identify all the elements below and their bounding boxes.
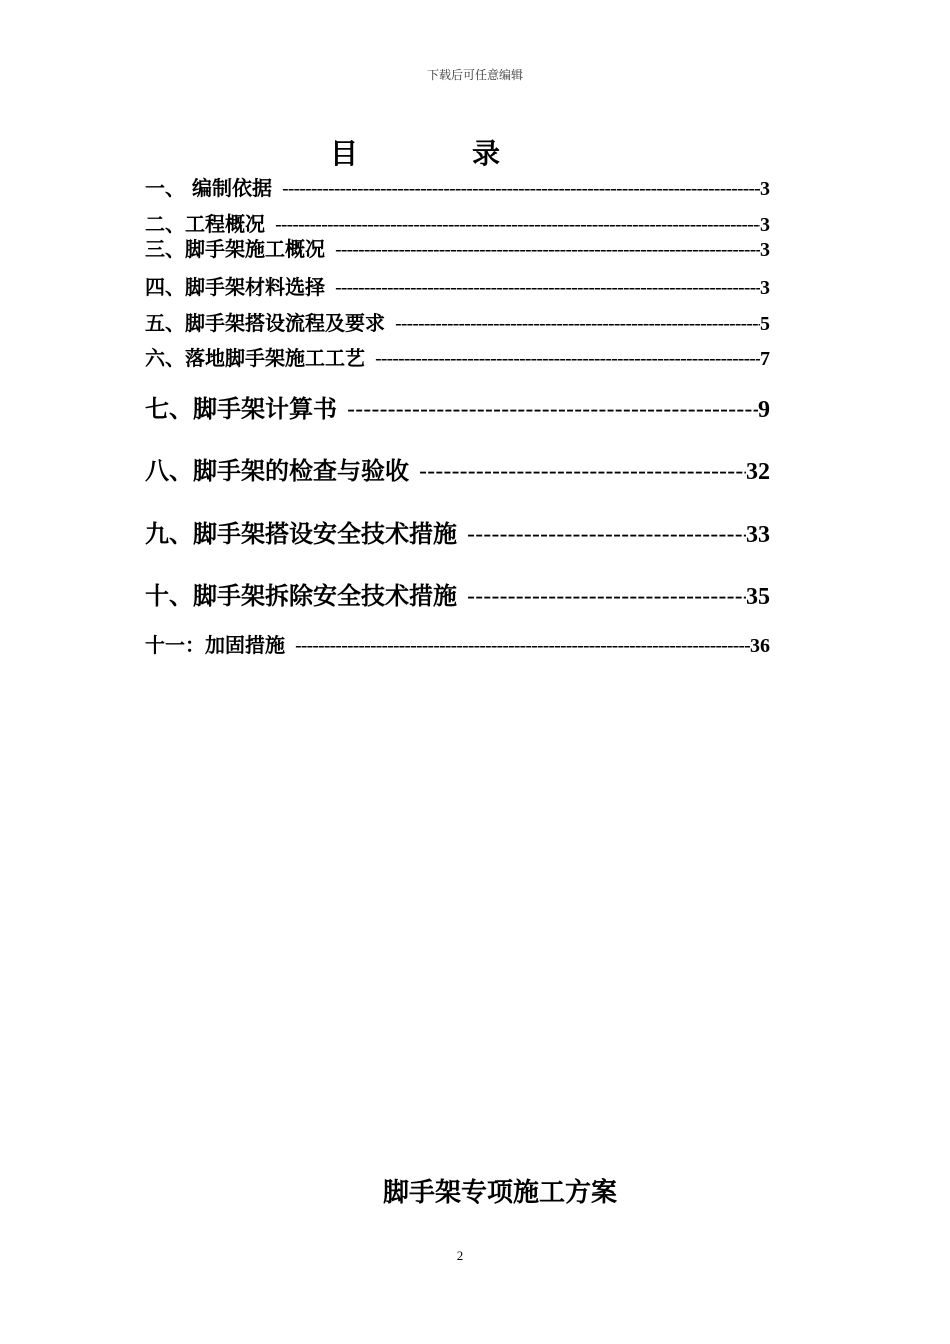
page-number: 2 — [456, 1248, 464, 1263]
toc-item[interactable] — [145, 208, 770, 234]
toc-item-leader — [295, 633, 750, 657]
toc-item-page: 36 — [750, 635, 770, 657]
toc-title-right: 录 — [471, 137, 500, 170]
toc-item-page: 33 — [746, 522, 770, 548]
toc-item-label: 五、脚手架搭设流程及要求 — [145, 311, 385, 335]
toc-item-leader — [419, 457, 746, 485]
toc-item-page: 3 — [760, 178, 770, 200]
toc-item-label: 二、工程概况 — [145, 212, 265, 236]
toc-title-left: 目 — [330, 137, 359, 170]
toc-item[interactable] — [145, 389, 770, 421]
toc-item-label: 六、落地脚手架施工工艺 — [145, 346, 365, 370]
toc-item-page: 3 — [760, 277, 770, 299]
toc-item-page: 3 — [760, 239, 770, 261]
toc-item-leader — [335, 275, 760, 299]
toc-item-label: 一、 编制依据 — [145, 176, 272, 200]
toc-item-leader — [335, 237, 760, 261]
toc-item[interactable] — [145, 514, 770, 546]
toc-item-leader — [282, 176, 760, 200]
toc-item-label: 十、脚手架拆除安全技术措施 — [145, 581, 457, 610]
toc-item-page: 32 — [746, 459, 770, 485]
toc-item-page: 3 — [760, 214, 770, 236]
toc-item-page: 35 — [746, 584, 770, 610]
toc-item-page: 5 — [760, 313, 770, 335]
toc-item-page: 9 — [758, 397, 770, 423]
toc-item-leader — [347, 395, 758, 423]
toc-item-leader — [467, 582, 746, 610]
toc-item-label: 八、脚手架的检查与验收 — [145, 456, 409, 485]
toc-item[interactable] — [145, 172, 770, 198]
toc-item-leader — [395, 311, 760, 335]
toc-item-leader — [375, 346, 760, 370]
toc-item[interactable] — [145, 307, 770, 333]
toc-title — [330, 132, 500, 172]
toc-item-leader — [467, 520, 746, 548]
toc-item-label: 四、脚手架材料选择 — [145, 275, 325, 299]
document-title: 脚手架专项施工方案 — [382, 1178, 617, 1208]
toc-item-page: 7 — [760, 348, 770, 370]
toc-item[interactable] — [145, 342, 770, 368]
toc-item[interactable] — [145, 233, 770, 259]
toc-item[interactable] — [145, 451, 770, 483]
toc-item-label: 七、脚手架计算书 — [145, 394, 337, 423]
toc-item-label: 十一：加固措施 — [145, 633, 285, 657]
toc-item[interactable] — [145, 271, 770, 297]
header-note: 下载后可任意编辑 — [426, 68, 523, 82]
toc-item[interactable] — [145, 576, 770, 608]
toc-item[interactable] — [145, 629, 770, 655]
toc-item-label: 九、脚手架搭设安全技术措施 — [145, 519, 457, 548]
toc-item-label: 三、脚手架施工概况 — [145, 237, 325, 261]
